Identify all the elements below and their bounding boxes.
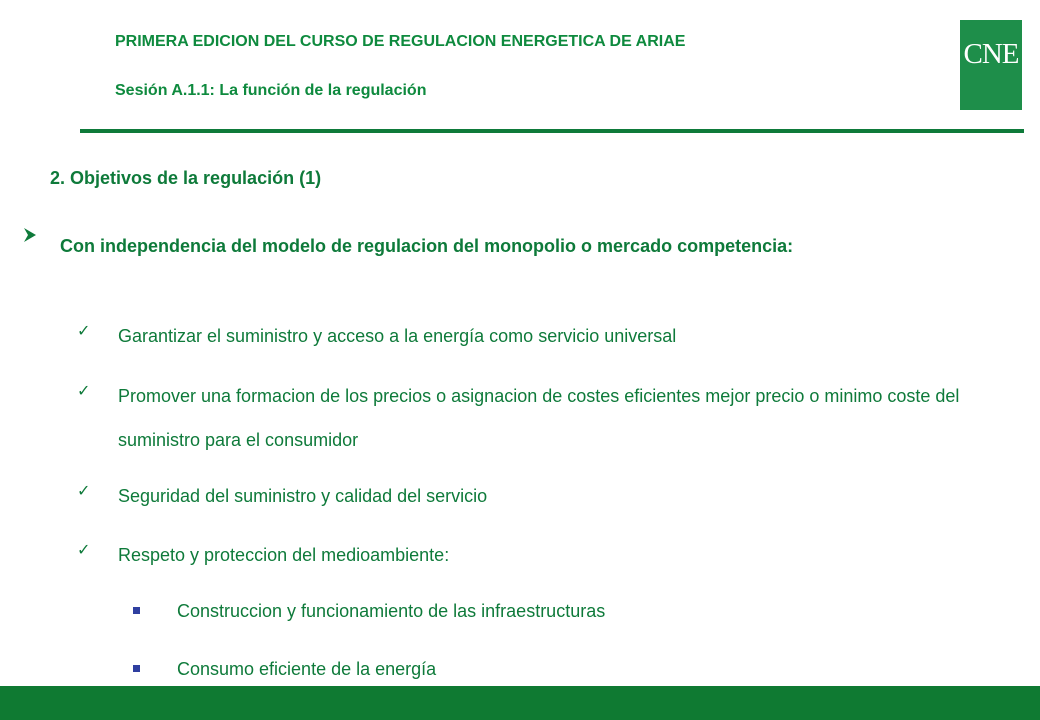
main-point: Con independencia del modelo de regulacion del monopolio o mercado competencia: xyxy=(60,236,794,256)
footer-bar xyxy=(0,686,1040,720)
sub-list-item: Construccion y funcionamiento de las infraestructuras xyxy=(177,601,606,621)
header-divider xyxy=(80,129,1024,133)
checkmark-icon: ✓ xyxy=(77,542,91,559)
course-title: PRIMERA EDICION DEL CURSO DE REGULACION ENERGETICA DE ARIAE xyxy=(115,33,686,50)
checkmark-icon: ✓ xyxy=(77,323,91,340)
sub-list-item: Consumo eficiente de la energía xyxy=(177,659,437,679)
list-item: Respeto y proteccion del medioambiente: xyxy=(118,545,450,565)
arrow-bullet-icon xyxy=(22,227,38,243)
list-item: Promover una formacion de los precios o asignacion de costes eficientes mejor precio o minimo coste del suministro para el consumidor xyxy=(118,386,960,450)
checkmark-icon: ✓ xyxy=(77,483,91,500)
cne-logo: CNE xyxy=(960,20,1022,110)
section-title: 2. Objetivos de la regulación (1) xyxy=(50,168,322,188)
list-item: Garantizar el suministro y acceso a la energía como servicio universal xyxy=(118,326,677,346)
list-item: Seguridad del suministro y calidad del servicio xyxy=(118,486,488,506)
square-bullet-icon xyxy=(133,665,140,672)
session-title: Sesión A.1.1: La función de la regulación xyxy=(115,82,427,99)
square-bullet-icon xyxy=(133,607,140,614)
checkmark-icon: ✓ xyxy=(77,383,91,400)
